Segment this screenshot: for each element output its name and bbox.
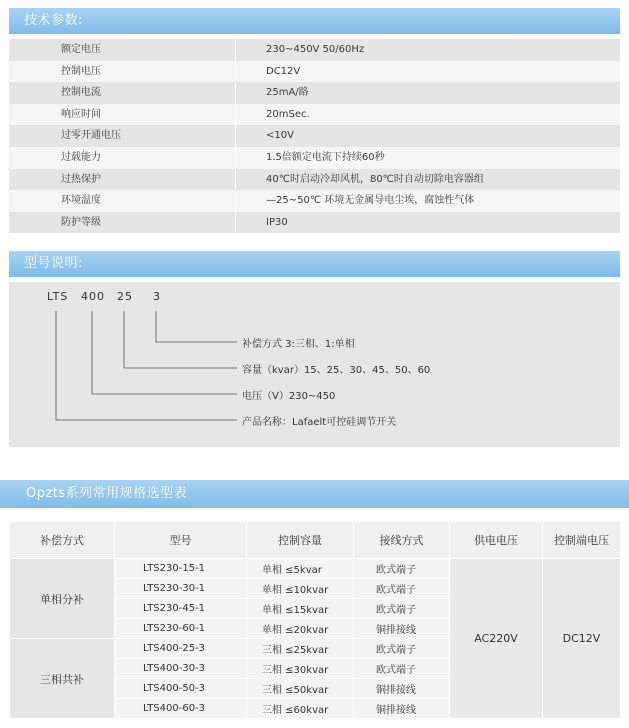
- spec-value: 230~450V 50/60Hz: [266, 44, 365, 55]
- spec-row: [9, 169, 620, 191]
- cell-model: LTS400-50-3: [115, 679, 247, 699]
- cell-capacity: 单相 ≤15kvar: [247, 599, 354, 619]
- group-single-phase: 单相分补: [10, 559, 115, 639]
- group-three-phase: 三相共补: [10, 639, 115, 719]
- model-code-voltage: 400: [81, 290, 105, 303]
- cell-capacity: 三相 ≤25kvar: [247, 639, 354, 659]
- cell-control-voltage: DC12V: [543, 559, 621, 719]
- model-label-product-name: 产品名称：Lafaelt可控硅调节开关: [242, 417, 397, 428]
- spec-row: [9, 104, 620, 126]
- cell-model: LTS230-30-1: [115, 579, 247, 599]
- cell-wiring: 铜排接线: [354, 699, 450, 719]
- spec-value: <10V: [266, 130, 294, 142]
- cell-model: LTS400-25-3: [115, 639, 247, 659]
- spec-value: 20mSec.: [266, 108, 310, 120]
- cell-wiring: 欧式端子: [354, 579, 450, 599]
- header-compensation: 补偿方式: [10, 522, 115, 559]
- spec-key: 响应时间: [9, 104, 236, 126]
- spec-row: [9, 82, 620, 104]
- table-row: [10, 559, 621, 579]
- spec-row: [9, 39, 620, 61]
- spec-key: 过零开通电压: [9, 125, 236, 147]
- spec-row: [9, 190, 620, 212]
- spec-key: 过热保护: [9, 169, 236, 191]
- spec-row: [9, 147, 620, 169]
- header-capacity: 控制容量: [247, 522, 354, 559]
- cell-model: LTS400-60-3: [115, 699, 247, 719]
- cell-capacity: 三相 ≤60kvar: [247, 699, 354, 719]
- cell-wiring: 铜排接线: [354, 619, 450, 639]
- spec-value: IP30: [266, 216, 288, 228]
- cell-wiring: 铜排接线: [354, 679, 450, 699]
- cell-wiring: 欧式端子: [354, 599, 450, 619]
- header-supply-voltage: 供电电压: [450, 522, 543, 559]
- selection-section-title: Opzts系列常用规格选型表: [0, 480, 629, 508]
- header-wiring: 接线方式: [354, 522, 450, 559]
- spec-row: [9, 61, 620, 83]
- cell-capacity: 单相 ≤20kvar: [247, 619, 354, 639]
- model-label-phase: 补偿方式 3:三相、1:单相: [242, 339, 355, 350]
- spec-row: [9, 125, 620, 147]
- model-diagram: [9, 282, 620, 447]
- model-code-phase: 3: [153, 290, 161, 303]
- spec-table: [9, 39, 620, 233]
- spec-value: 40℃时启动冷却风机，80℃时自动切除电容器组: [266, 173, 484, 185]
- cell-capacity: 单相 ≤10kvar: [247, 579, 354, 599]
- cell-capacity: 三相 ≤50kvar: [247, 679, 354, 699]
- selection-table: [9, 521, 621, 719]
- spec-key: 控制电流: [9, 82, 236, 104]
- spec-key: 环境温度: [9, 190, 236, 212]
- header-control-voltage: 控制端电压: [543, 522, 621, 559]
- model-section-title: 型号说明:: [9, 251, 620, 277]
- cell-supply-voltage: AC220V: [450, 559, 543, 719]
- model-label-capacity: 容量（kvar）15、25、30、45、50、60: [242, 365, 431, 376]
- model-code-series: LTS: [47, 290, 69, 303]
- cell-model: LTS230-15-1: [115, 559, 247, 579]
- spec-section-title: 技术参数:: [9, 8, 620, 34]
- spec-value: 25mA/路: [266, 87, 309, 99]
- model-code-capacity: 25: [117, 290, 133, 303]
- header-model: 型号: [115, 522, 247, 559]
- spec-value: DC12V: [266, 65, 301, 77]
- spec-key: 额定电压: [9, 39, 236, 61]
- cell-model: LTS230-45-1: [115, 599, 247, 619]
- spec-key: 过载能力: [9, 147, 236, 169]
- model-label-voltage: 电压（V）230~450: [242, 391, 336, 402]
- cell-model: LTS230-60-1: [115, 619, 247, 639]
- cell-capacity: 三相 ≤30kvar: [247, 659, 354, 679]
- cell-model: LTS400-30-3: [115, 659, 247, 679]
- cell-wiring: 欧式端子: [354, 559, 450, 579]
- spec-value: —25~50℃ 环境无金属导电尘埃，腐蚀性气体: [266, 195, 475, 207]
- table-header-row: [10, 522, 621, 559]
- spec-value: 1.5倍额定电流下持续60秒: [266, 151, 385, 163]
- cell-wiring: 欧式端子: [354, 639, 450, 659]
- cell-capacity: 单相 ≤5kvar: [247, 559, 354, 579]
- spec-row: [9, 212, 620, 234]
- spec-key: 防护等级: [9, 212, 236, 234]
- cell-wiring: 欧式端子: [354, 659, 450, 679]
- spec-key: 控制电压: [9, 61, 236, 83]
